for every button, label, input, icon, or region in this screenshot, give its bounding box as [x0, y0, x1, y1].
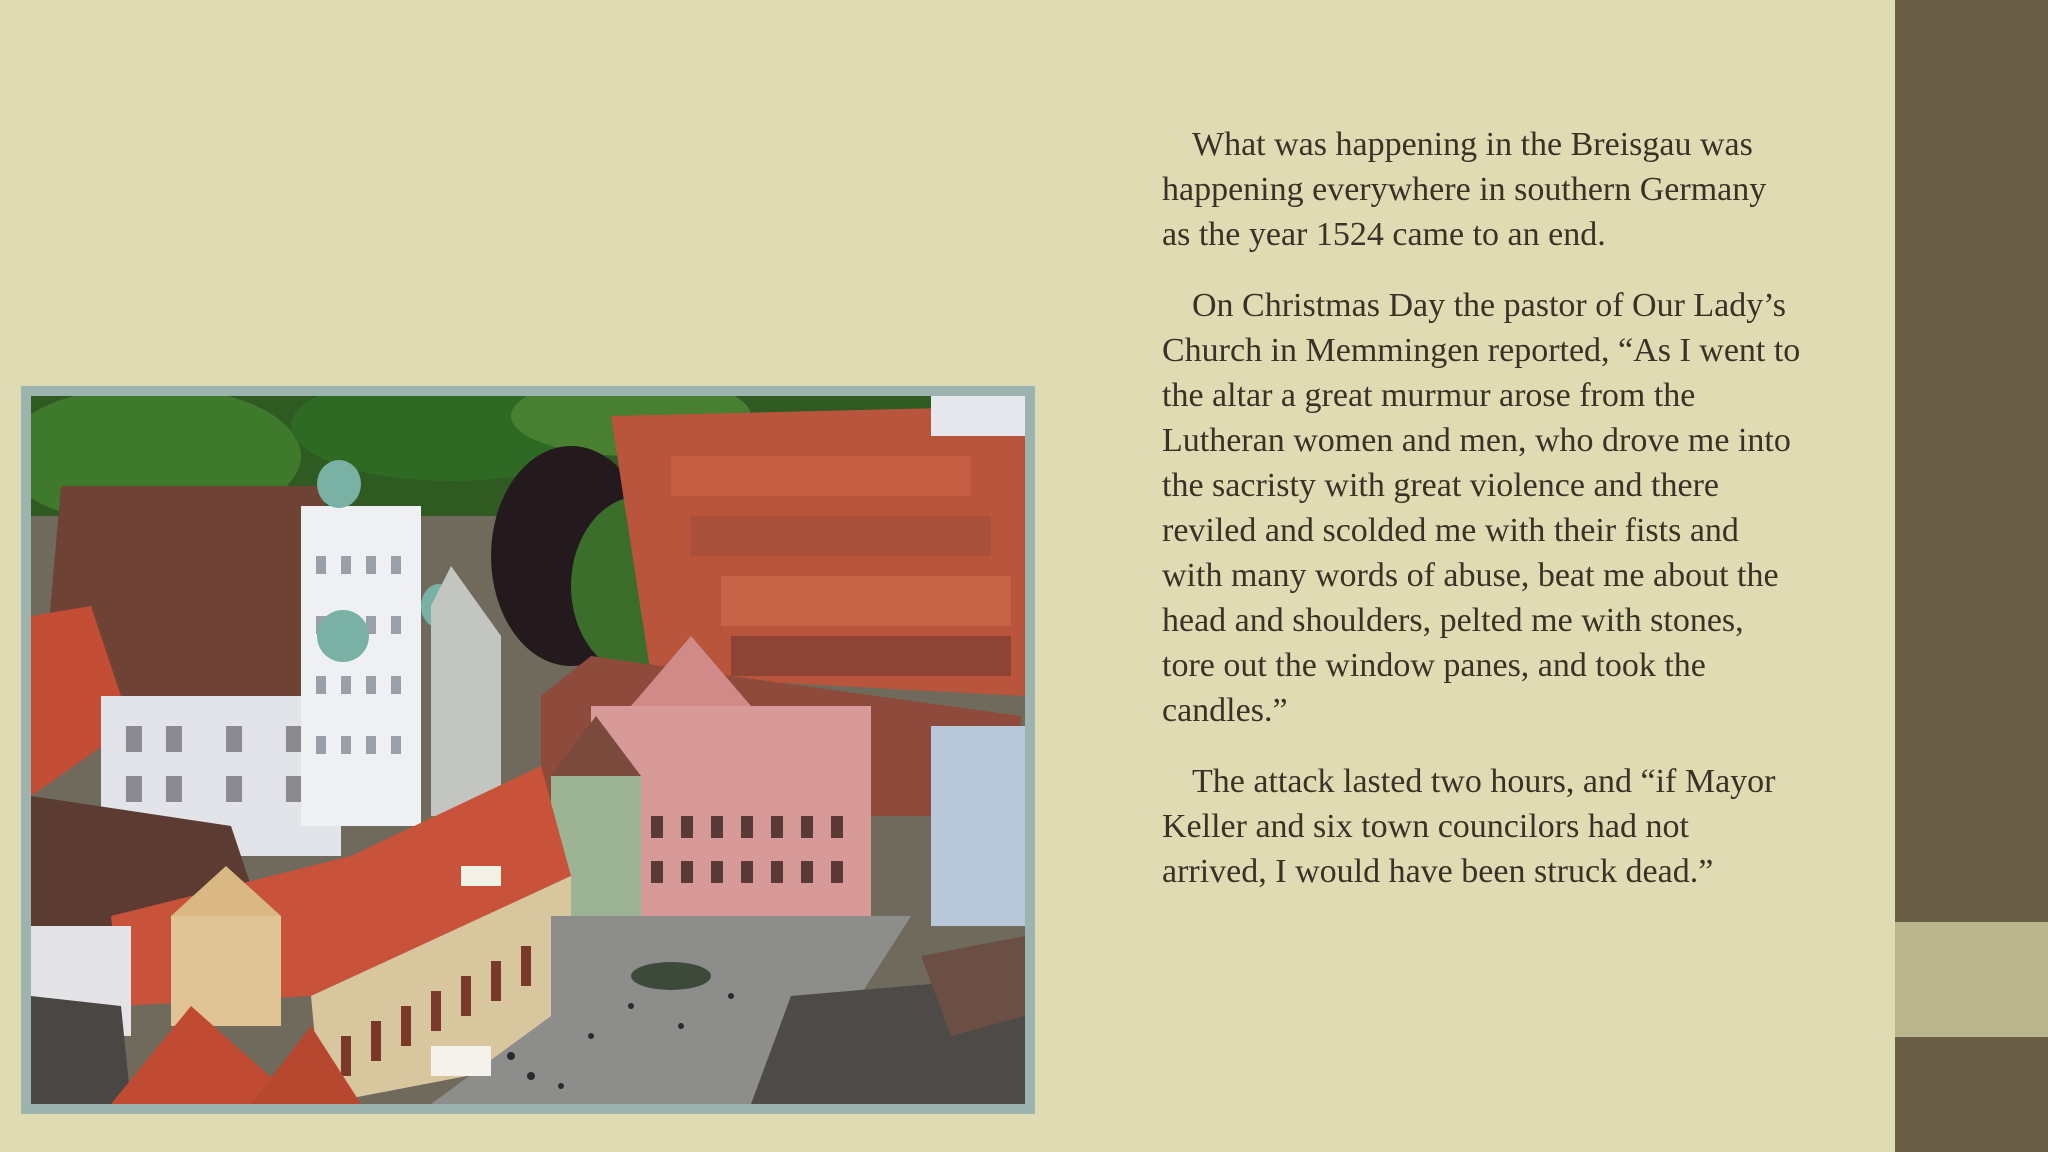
body-text — [1162, 122, 1802, 920]
paragraph-attack: The attack lasted two hours, and “if Mayor Keller and six town councilors had not arrived, I would have been struck dead.” — [1162, 763, 1776, 890]
side-band-accent — [1895, 922, 2048, 1037]
paragraph-breisgau: What was happening in the Breisgau was happening everywhere in southern Germany as the year 1524 came to an end. — [1162, 126, 1767, 253]
photo-frame — [21, 386, 1035, 1114]
paragraph-christmas-day: On Christmas Day the pastor of Our Lady’s Church in Memmingen reported, “As I went to the altar a great murmur arose from the Lutheran women and men, who drove me into the sacristy with great violence and there reviled and scolded me with their fists and with many words of abuse, beat me about the head and shoulders, pelted me with stones, tore out the window panes, and took the candles.” — [1162, 287, 1801, 729]
town-square-photo — [31, 396, 1025, 1104]
